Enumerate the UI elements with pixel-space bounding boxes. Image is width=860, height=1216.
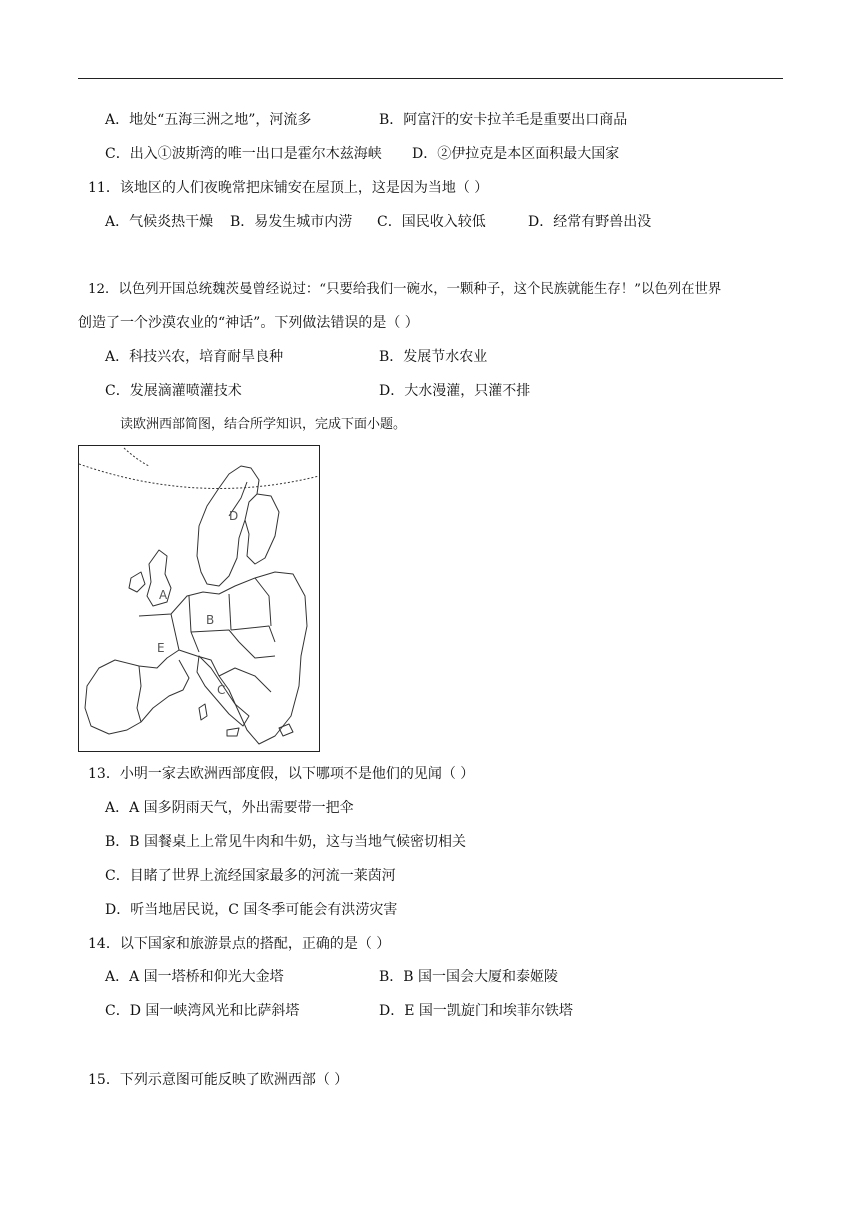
q11-option-b: B．易发生城市内涝 — [230, 214, 353, 230]
q12-option-c: C．发展滴灌喷灌技术 — [105, 383, 242, 399]
q11-option-d: D．经常有野兽出没 — [528, 214, 652, 230]
q11-option-a: A．气候炎热干燥 — [105, 214, 214, 230]
map-drawing — [79, 446, 319, 751]
q10-option-b: B．阿富汗的安卡拉羊毛是重要出口商品 — [379, 112, 628, 128]
header-rule — [78, 78, 783, 79]
q14-option-a: A．A 国一塔桥和仰光大金塔 — [105, 969, 284, 985]
q10-option-c: C．出入①波斯湾的唯一出口是霍尔木兹海峡 — [105, 146, 382, 162]
q13-option-c: C．目睹了世界上流经国家最多的河流一莱茵河 — [105, 868, 396, 884]
q13-option-d: D．听当地居民说，C 国冬季可能会有洪涝灾害 — [105, 902, 398, 918]
q12-stem-line2: 创造了一个沙漠农业的“神话”。下列做法错误的是（ ） — [78, 315, 419, 331]
q12-option-a: A．科技兴农，培育耐旱良种 — [105, 349, 284, 365]
q12-option-b: B．发展节水农业 — [379, 349, 488, 365]
q12-stem-line1: 12．以色列开国总统魏茨曼曾经说过：“只要给我们一碗水，一颗种子，这个民族就能生存！”以色列在世界 — [88, 282, 722, 297]
q14-option-b: B．B 国一国会大厦和泰姬陵 — [379, 969, 559, 985]
continent-outline — [85, 572, 307, 744]
western-europe-map — [78, 445, 320, 752]
q13-option-a: A．A 国多阴雨天气，外出需要带一把伞 — [105, 800, 354, 816]
map-label-c: C — [217, 683, 226, 697]
map-label-a: A — [159, 588, 168, 602]
q10-option-a: A．地处“五海三洲之地”，河流多 — [105, 112, 312, 128]
scandinavia-outline — [197, 466, 259, 586]
map-label-b: B — [206, 613, 215, 627]
map-label-d: D — [229, 509, 239, 523]
q15-stem: 15．下列示意图可能反映了欧洲西部（ ） — [88, 1072, 349, 1088]
q13-option-b: B．B 国餐桌上上常见牛肉和牛奶，这与当地气候密切相关 — [105, 834, 467, 850]
q14-stem: 14．以下国家和旅游景点的搭配，正确的是（ ） — [88, 936, 391, 952]
q13-stem: 13．小明一家去欧洲西部度假，以下哪项不是他们的见闻（ ） — [88, 766, 475, 782]
map-intro: 读欧洲西部简图，结合所学知识，完成下面小题。 — [120, 417, 407, 432]
arctic-circle-line — [79, 464, 319, 489]
q10-option-d: D．②伊拉克是本区面积最大国家 — [412, 146, 620, 162]
q14-option-d: D．E 国一凯旋门和埃菲尔铁塔 — [379, 1003, 573, 1019]
q11-option-c: C．国民收入较低 — [377, 214, 486, 230]
map-label-e: E — [157, 641, 165, 655]
q11-stem: 11．该地区的人们夜晚常把床铺安在屋顶上，这是因为当地（ ） — [88, 180, 489, 196]
q14-option-c: C．D 国一峡湾风光和比萨斜塔 — [105, 1003, 300, 1019]
finland-outline — [245, 494, 279, 564]
q12-option-d: D．大水漫灌，只灌不排 — [379, 383, 531, 399]
